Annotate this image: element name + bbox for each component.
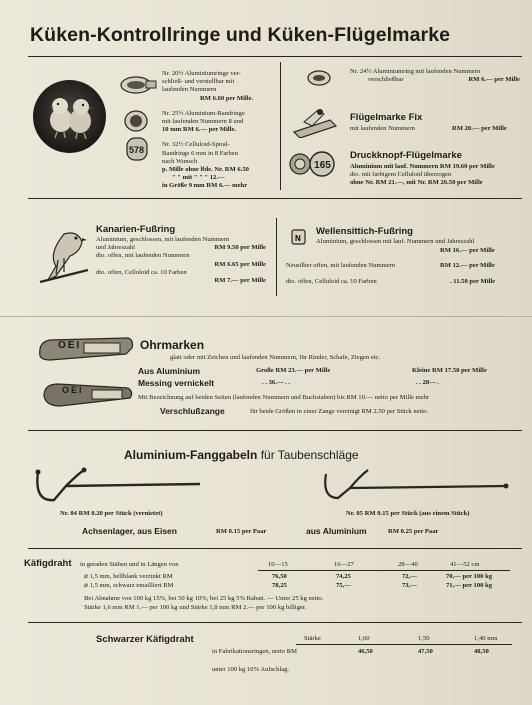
kanarien-line2: und Jahreszahl xyxy=(96,244,135,252)
section-rule-5 xyxy=(28,622,522,623)
schwarz-fab: in Fabrikationsringen, netto RM xyxy=(212,648,297,655)
ring25-line2: mit laufenden Nummern 8 und xyxy=(162,118,244,126)
spiral-ring-32-icon xyxy=(124,136,150,167)
alu-ring-25-icon xyxy=(122,108,150,139)
kaefig-row2-v2: 75,— xyxy=(336,582,351,589)
druckknopf-line3: ohne Nr. RM 21.—, mit Nr. RM 26.50 per Mille xyxy=(350,179,483,187)
wellen-price1: RM 16.— per Mille xyxy=(440,247,495,254)
fanggabel-05-illustration xyxy=(318,462,514,511)
section-rule-4 xyxy=(28,548,522,549)
ohr-alu-label: Aus Aluminium xyxy=(138,366,201,376)
wellen-line3: dto. offen, Celluloid ca. 10 Farben xyxy=(286,278,377,285)
kaefig-col-rule xyxy=(258,570,510,571)
ring20-line2: schließ- und verstellbar mit xyxy=(162,78,235,86)
schwarz-staerke-3: 1,40 mm xyxy=(474,635,498,642)
kanarien-divider xyxy=(276,218,277,296)
schwarz-staerke-2: 1,50 xyxy=(418,635,430,642)
fang-alu-price: RM 0.25 per Paar xyxy=(388,528,439,535)
wellen-line1: Aluminium, geschlossen mit lauf. Nummern und Jahreszahl xyxy=(316,238,475,245)
kanarien-heading: Kanarien-Fußring xyxy=(96,224,176,235)
fix-heading: Flügelmarke Fix xyxy=(350,112,423,123)
ring24-price: RM 6.— per Mille xyxy=(468,76,520,84)
schwarz-staerke-label: Stärke xyxy=(304,635,321,642)
kaefig-col-3: 28—40 xyxy=(398,561,418,568)
ring20-price: RM 6.60 per Mille. xyxy=(200,94,254,102)
wellensittich-ring-icon xyxy=(290,228,308,251)
achsen-price: RM 0.15 per Paar xyxy=(216,528,267,535)
kaefig-row2-v4: 71,— per 100 kg xyxy=(446,582,493,589)
kaefig-row1-v2: 74,25 xyxy=(336,573,351,580)
kaefig-intro: in geraden Stäben und in Längen von xyxy=(80,561,179,568)
ring-24-icon xyxy=(305,68,333,93)
title-rule xyxy=(28,56,522,57)
kaefig-heading: Käfigdraht xyxy=(24,558,72,569)
ohr-bez: Mit Bezeichnung auf beiden Seiten (laufenden Nummern und Buchstaben) bis RM 10.— netto per Mille mehr xyxy=(138,394,430,401)
druckknopf-badge: 165 xyxy=(314,160,331,171)
wellen-price3: . 11.50 per Mille xyxy=(450,278,496,285)
fang-04-text: Nr. 04 RM 0.20 per Stück (vernietet) xyxy=(60,510,163,517)
kanarien-line3: dto. offen, mit laufenden Nummern xyxy=(96,252,190,260)
ring24-text xyxy=(350,68,520,84)
wellen-heading: Wellensittich-Fußring xyxy=(316,226,413,237)
fang-heading xyxy=(124,448,359,462)
ohr-heading: Ohrmarken xyxy=(140,338,205,352)
kaefig-col-2: 16—27 xyxy=(334,561,354,568)
section-rule-1 xyxy=(28,198,522,199)
svg-text:578: 578 xyxy=(129,145,145,155)
ear-tag-large xyxy=(36,334,136,369)
ring24-line2: verschließbar xyxy=(368,76,404,84)
ring20-line1: Nr. 20½ Aluminiumringe ver- xyxy=(162,70,241,77)
fix-price: RM 20.— per Mille xyxy=(452,125,507,132)
ring32-line6: in Größe 9 mm RM 6.— mehr xyxy=(162,182,248,190)
ohr-alu-klein: Kleine RM 17.50 per Mille xyxy=(412,367,487,374)
druckknopf-text xyxy=(350,163,522,188)
fang-alu-label: aus Aluminium xyxy=(306,526,367,536)
ohr-messing-label: Messing vernickelt xyxy=(138,378,215,388)
schwarz-unter: unter 100 kg 10% Aufschlag. xyxy=(212,666,290,673)
kaefig-col-1: 10—15 xyxy=(268,561,288,568)
achsen-label: Achsenlager, aus Eisen xyxy=(82,526,177,536)
ring32-line2: Bandringe 6 mm in 8 Farben xyxy=(162,149,238,157)
kanarien-text xyxy=(96,236,266,285)
ohr-zange-label: Verschlußzange xyxy=(160,406,225,416)
kanarien-price1: RM 9.50 per Mille xyxy=(214,244,266,252)
schwarz-staerke-1: 1,60 xyxy=(358,635,370,642)
ring25-line1: Nr. 25½ Aluminium-Bandringe xyxy=(162,109,245,117)
section-rule-3 xyxy=(28,430,522,431)
schwarz-heading: Schwarzer Käfigdraht xyxy=(96,634,194,645)
kanarien-price3: RM 7.— per Mille xyxy=(214,277,266,285)
kueken-divider xyxy=(280,62,281,190)
ear-tag-large-text: OEI xyxy=(58,340,82,351)
druckknopf-line2: dto. mit farbigem Celluloid überzogen xyxy=(350,171,452,179)
section-rule-2 xyxy=(0,316,532,317)
kaefig-row2-v3: 73,— xyxy=(402,582,417,589)
ring32-line1: Nr. 32½ Celluloid-Spiral- xyxy=(162,141,230,149)
kaefig-note2: Stärke 1,6 mm RM 1.— per 100 kg und Stärke 1,8 mm RM 2.— per 100 kg billiger. xyxy=(84,604,307,611)
svg-text:N: N xyxy=(295,234,301,243)
kanarien-line4: dto. offen, Celluloid ca. 10 Farben xyxy=(96,268,187,276)
ear-tag-small-text: OEI xyxy=(62,385,84,395)
schwarz-price-3: 48,50 xyxy=(474,648,489,655)
ring32-line3: nach Wunsch xyxy=(162,157,198,165)
fix-wingtag-icon xyxy=(290,102,340,143)
ring25-line3: 10 mm RM 6.— per Mille. xyxy=(162,126,237,134)
schwarz-price-2: 47,50 xyxy=(418,648,433,655)
wellen-line2: Neusilber offen, mit laufenden Nummern xyxy=(286,262,396,269)
canary-illustration xyxy=(34,226,94,297)
alu-ring-20-icon xyxy=(118,72,158,103)
ring32-line4: p. Mille ohne lfde. Nr. RM 6.50 xyxy=(162,166,249,174)
kaefig-col-4: 41—52 cm xyxy=(450,561,480,568)
druckknopf-line1: Aluminium mit lauf. Nummern RM 19.60 per Mille xyxy=(350,163,495,170)
chicks-illustration xyxy=(33,80,106,153)
kaefig-row2-label: ⌀ 1,5 mm, schwarz emailliert RM xyxy=(84,582,174,589)
ring20-line3: laufenden Nummern xyxy=(162,86,217,94)
ohr-messing-gross: . . 36.— . . xyxy=(262,379,291,386)
druckknopf-heading: Druckknopf-Flügelmarke xyxy=(350,150,462,161)
kaefig-row2-v1: 78,25 xyxy=(272,582,287,589)
kanarien-line1: Aluminium, geschlossen, mit laufenden Nummern xyxy=(96,236,230,243)
kaefig-row1-v4: 70,— per 100 kg xyxy=(446,573,493,580)
fanggabel-04-illustration xyxy=(28,462,208,511)
schwarz-price-1: 46,50 xyxy=(358,648,373,655)
ohr-sub: glatt oder mit Zeichen und laufenden Nummern, für Rinder, Schafe, Ziegen etc. xyxy=(170,354,381,361)
ear-tag-small xyxy=(40,378,136,415)
kueken-left-text xyxy=(162,70,274,191)
fang-heading-sub: für Taubenschläge xyxy=(260,448,359,462)
kaefig-row1-v3: 72,— xyxy=(402,573,417,580)
fang-heading-main: Aluminium-Fanggabeln xyxy=(124,448,258,462)
kanarien-price2: RM 6.65 per Mille xyxy=(214,260,266,268)
page-title: Küken-Kontrollringe und Küken-Flügelmarke xyxy=(30,24,451,46)
schwarz-rule xyxy=(296,644,512,645)
ohr-messing-klein: . . 28— . xyxy=(416,379,440,386)
kaefig-row1-v1: 76,50 xyxy=(272,573,287,580)
ohr-alu-gross: Große RM 23.— per Mille xyxy=(256,367,331,374)
fang-05-text: Nr. 05 RM 0.15 per Stück (aus einem Stück) xyxy=(346,510,470,517)
ring32-line5: " " mit " " " 12.— xyxy=(172,174,225,182)
fix-text: mit laufenden Nummern xyxy=(350,125,415,132)
wellen-price2: RM 12.— per Mille xyxy=(440,262,495,269)
kaefig-note1: Bei Abnahme von 100 kg 15%, bei 50 kg 10%, bei 25 kg 5% Rabatt. — Unter 25 kg netto. xyxy=(84,595,324,602)
kaefig-row1-label: ⌀ 1,5 mm, hellblank verzinkt RM xyxy=(84,573,173,580)
ohr-zange-text: für beide Größen in einer Zange vereinigt RM 2.50 per Stück netto. xyxy=(250,408,429,415)
ring24-line1: Nr. 24½ Aluminiumring mit laufenden Nummern xyxy=(350,68,481,75)
